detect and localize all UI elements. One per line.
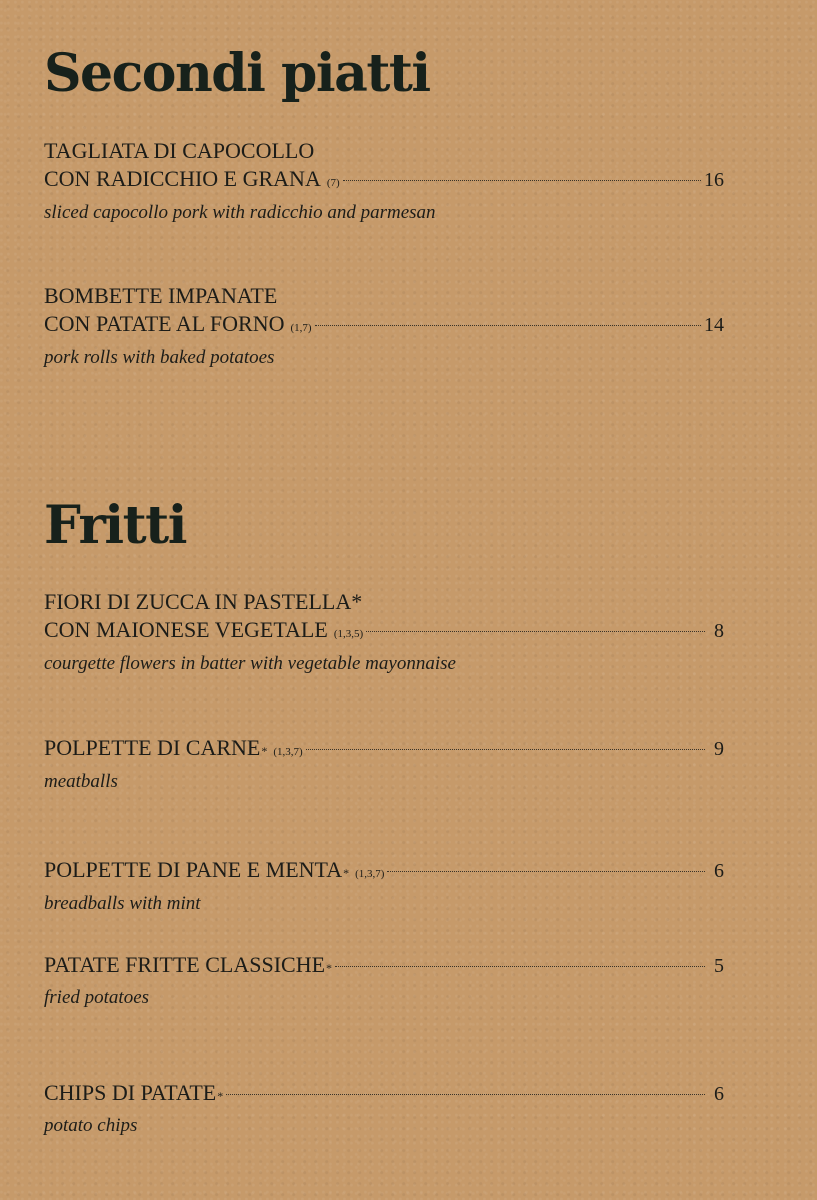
dotted-leader	[343, 180, 701, 181]
item-description: potato chips	[44, 1115, 138, 1136]
item-price: 14	[704, 314, 724, 336]
item-name: CHIPS DI PATATE	[44, 1080, 217, 1105]
dotted-leader	[335, 966, 705, 967]
menu-item-polpette-di-pane	[44, 856, 724, 917]
menu-item-bombette	[44, 282, 724, 371]
dotted-leader	[366, 631, 705, 632]
item-price: 16	[704, 169, 724, 191]
dotted-leader	[306, 749, 705, 750]
item-name-line	[44, 856, 724, 888]
item-name: POLPETTE DI PANE E MENTA	[44, 857, 343, 882]
item-description: pork rolls with baked potatoes	[44, 347, 275, 368]
menu-item-polpette-di-carne	[44, 734, 724, 795]
item-description: courgette flowers in batter with vegetable mayonnaise	[44, 653, 456, 674]
item-name-line	[44, 616, 724, 648]
item-description: meatballs	[44, 771, 118, 792]
item-price: 8	[714, 620, 724, 642]
item-price: 6	[714, 1083, 724, 1105]
frozen-asterisk: *	[343, 866, 350, 880]
item-name-line	[44, 310, 724, 342]
item-allergens: (1,3,7)	[273, 746, 303, 758]
item-price: 9	[714, 738, 724, 760]
item-name-line	[44, 734, 724, 766]
item-name-line	[44, 951, 724, 982]
item-name-line	[44, 588, 724, 616]
item-price: 5	[714, 955, 724, 977]
item-description: fried potatoes	[44, 987, 150, 1008]
item-name: POLPETTE DI CARNE	[44, 735, 261, 760]
menu-item-patate-fritte	[44, 951, 724, 1011]
frozen-asterisk: *	[326, 961, 333, 975]
item-name: CON MAIONESE VEGETALE	[44, 617, 328, 642]
frozen-asterisk: *	[217, 1089, 224, 1103]
menu-item-tagliata	[44, 137, 724, 226]
item-allergens: (1,7)	[290, 322, 312, 334]
dotted-leader	[315, 325, 701, 326]
item-name: BOMBETTE IMPANATE	[44, 283, 278, 308]
item-name-line	[44, 137, 724, 165]
item-allergens: (7)	[326, 177, 340, 189]
item-name: TAGLIATA DI CAPOCOLLO	[44, 138, 315, 163]
frozen-asterisk: *	[261, 744, 268, 758]
item-name-line	[44, 165, 724, 197]
item-name: PATATE FRITTE CLASSICHE	[44, 952, 326, 977]
item-description: breadballs with mint	[44, 893, 201, 914]
item-name: CON RADICCHIO E GRANA	[44, 166, 321, 191]
section-title-fritti: Fritti	[44, 495, 186, 556]
item-allergens: (1,3,7)	[355, 868, 385, 880]
dotted-leader	[387, 871, 705, 872]
item-description: sliced capocollo pork with radicchio and parmesan	[44, 202, 436, 223]
item-price: 6	[714, 860, 724, 882]
item-name: FIORI DI ZUCCA IN PASTELLA*	[44, 589, 363, 614]
dotted-leader	[226, 1094, 705, 1095]
menu-item-fiori-di-zucca	[44, 588, 724, 677]
menu-item-chips-di-patate	[44, 1079, 724, 1139]
item-name: CON PATATE AL FORNO	[44, 311, 285, 336]
item-name-line	[44, 1079, 724, 1110]
item-name-line	[44, 282, 724, 310]
section-title-secondi-piatti: Secondi piatti	[44, 43, 430, 104]
item-allergens: (1,3,5)	[333, 628, 364, 640]
